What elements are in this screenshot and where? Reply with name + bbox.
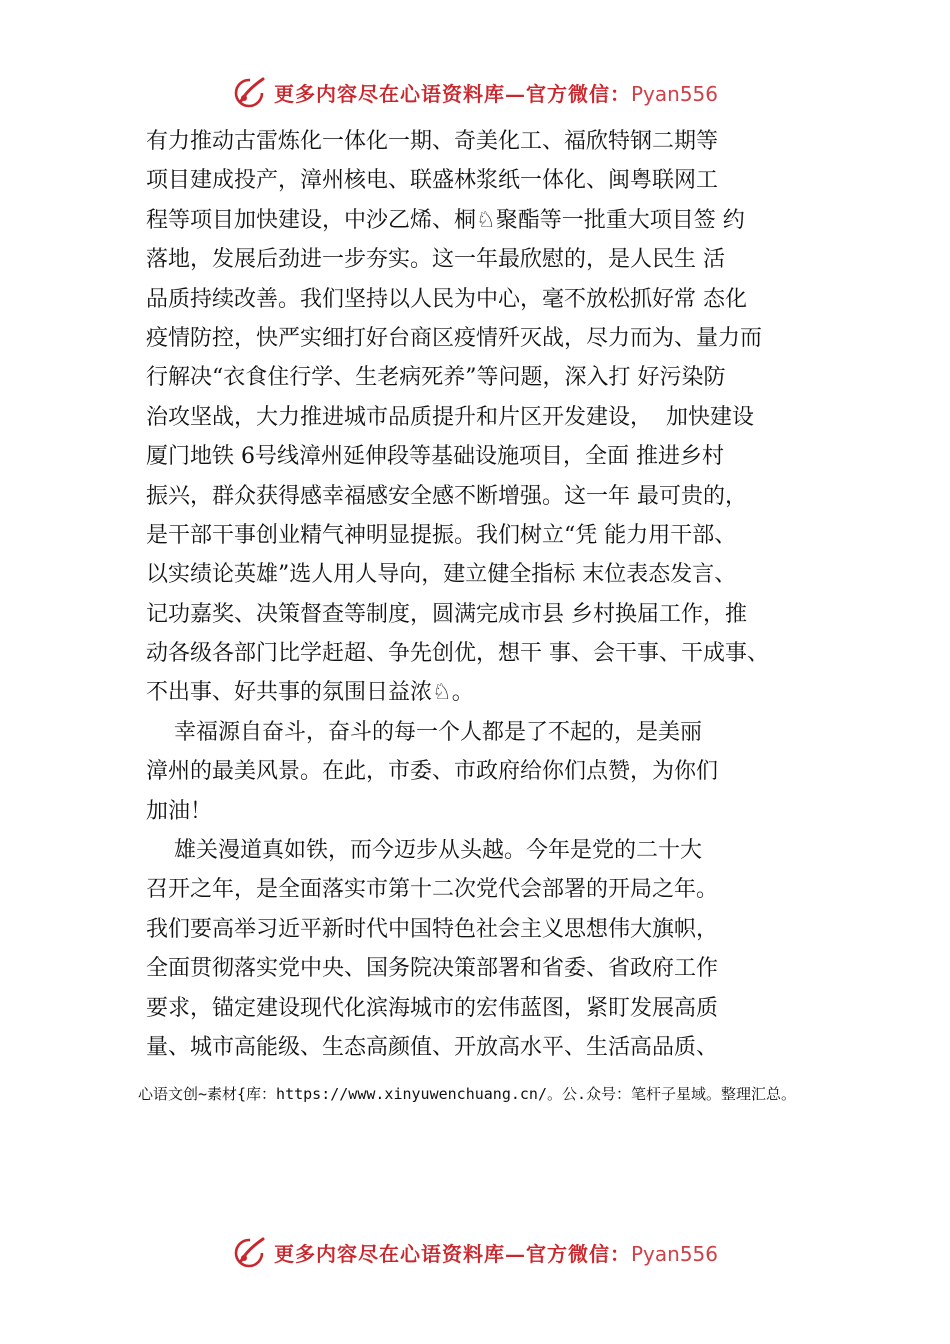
text-line: 幸福源自奋斗，奋斗的每一个人都是了不起的，是美丽 <box>146 719 702 745</box>
text-line: 有力推动古雷炼化一体化一期、奇美化工、福欣特钢二期等 <box>146 129 719 154</box>
text-line: 召开之年，是全面落实市第十二次党代会部署的开局之年。 <box>146 877 719 903</box>
brush-logo-icon <box>232 1234 268 1270</box>
text-line: 疫情防控，快严实细打好台商区疫情歼灭战，尽力而为、量力而 <box>146 325 763 351</box>
text-line: 落地，发展后劲进一步夯实。这一年最欣慰的，是人民生 活 <box>146 247 725 273</box>
banner-text: 更多内容尽在心语资料库—官方微信：Pyan556 <box>273 1241 718 1266</box>
footer-banner <box>0 1232 950 1272</box>
text-line: 振兴，群众获得感幸福感安全感不断增强。这一年 最可贵的， <box>146 483 747 509</box>
document-body <box>146 122 846 1067</box>
text-line: 全面贯彻落实党中央、国务院决策部署和省委、省政府工作 <box>146 956 719 982</box>
banner-text: 更多内容尽在心语资料库—官方微信：Pyan556 <box>273 81 718 106</box>
text-line: 项目建成投产，漳州核电、联盛林浆纸一体化、闽粤联网工 <box>146 168 719 194</box>
text-line: 我们要高举习近平新时代中国特色社会主义思想伟大旗帜， <box>146 916 719 942</box>
footer-note: 心语文创~素材{库：https://www.xinyuwenchuang.cn/。公.众号：笔杆子星域。整理汇总。 <box>138 1085 797 1103</box>
brush-logo-icon <box>232 74 268 110</box>
text-line: 程等项目加快建设，中沙乙烯、桐♘聚酯等一批重大项目签 约 <box>146 207 745 233</box>
text-line: 记功嘉奖、决策督查等制度，圆满完成市县 乡村换届工作，推 <box>146 601 747 627</box>
wechat-id: Pyan556 <box>630 1241 718 1266</box>
header-banner <box>0 72 950 112</box>
wechat-id: Pyan556 <box>630 81 718 106</box>
text-line: 行解决“衣食住行学、生老病死养”等问题，深入打 好污染防 <box>146 365 726 391</box>
text-line: 厦门地铁 6号线漳州延伸段等基础设施项目，全面 推进乡村 <box>146 444 724 470</box>
text-line: 品质持续改善。我们坚持以人民为中心，毫不放松抓好常 态化 <box>146 286 747 312</box>
text-line: 加油！ <box>146 798 213 824</box>
text-line: 是干部干事创业精气神明显提振。我们树立“凭 能力用干部、 <box>146 522 737 548</box>
text-line: 不出事、好共事的氛围日益浓♘。 <box>146 680 474 706</box>
text-line: 要求，锚定建设现代化滨海城市的宏伟蓝图，紧盯发展高质 <box>146 995 719 1021</box>
text-line: 雄关漫道真如铁，而今迈步从头越。今年是党的二十大 <box>146 838 702 864</box>
text-line: 动各级各部门比学赶超、争先创优，想干 事、会干事、干成事、 <box>146 641 769 667</box>
text-line: 量、城市高能级、生态高颜值、开放高水平、生活高品质、 <box>146 1034 719 1060</box>
text-line: 治攻坚战，大力推进城市品质提升和片区开发建设， 加快建设 <box>146 404 754 430</box>
text-line: 以实绩论英雄”选人用人导向，建立健全指标 末位表态发言、 <box>146 562 737 588</box>
text-line: 漳州的最美风景。在此，市委、市政府给你们点赞，为你们 <box>146 759 719 785</box>
